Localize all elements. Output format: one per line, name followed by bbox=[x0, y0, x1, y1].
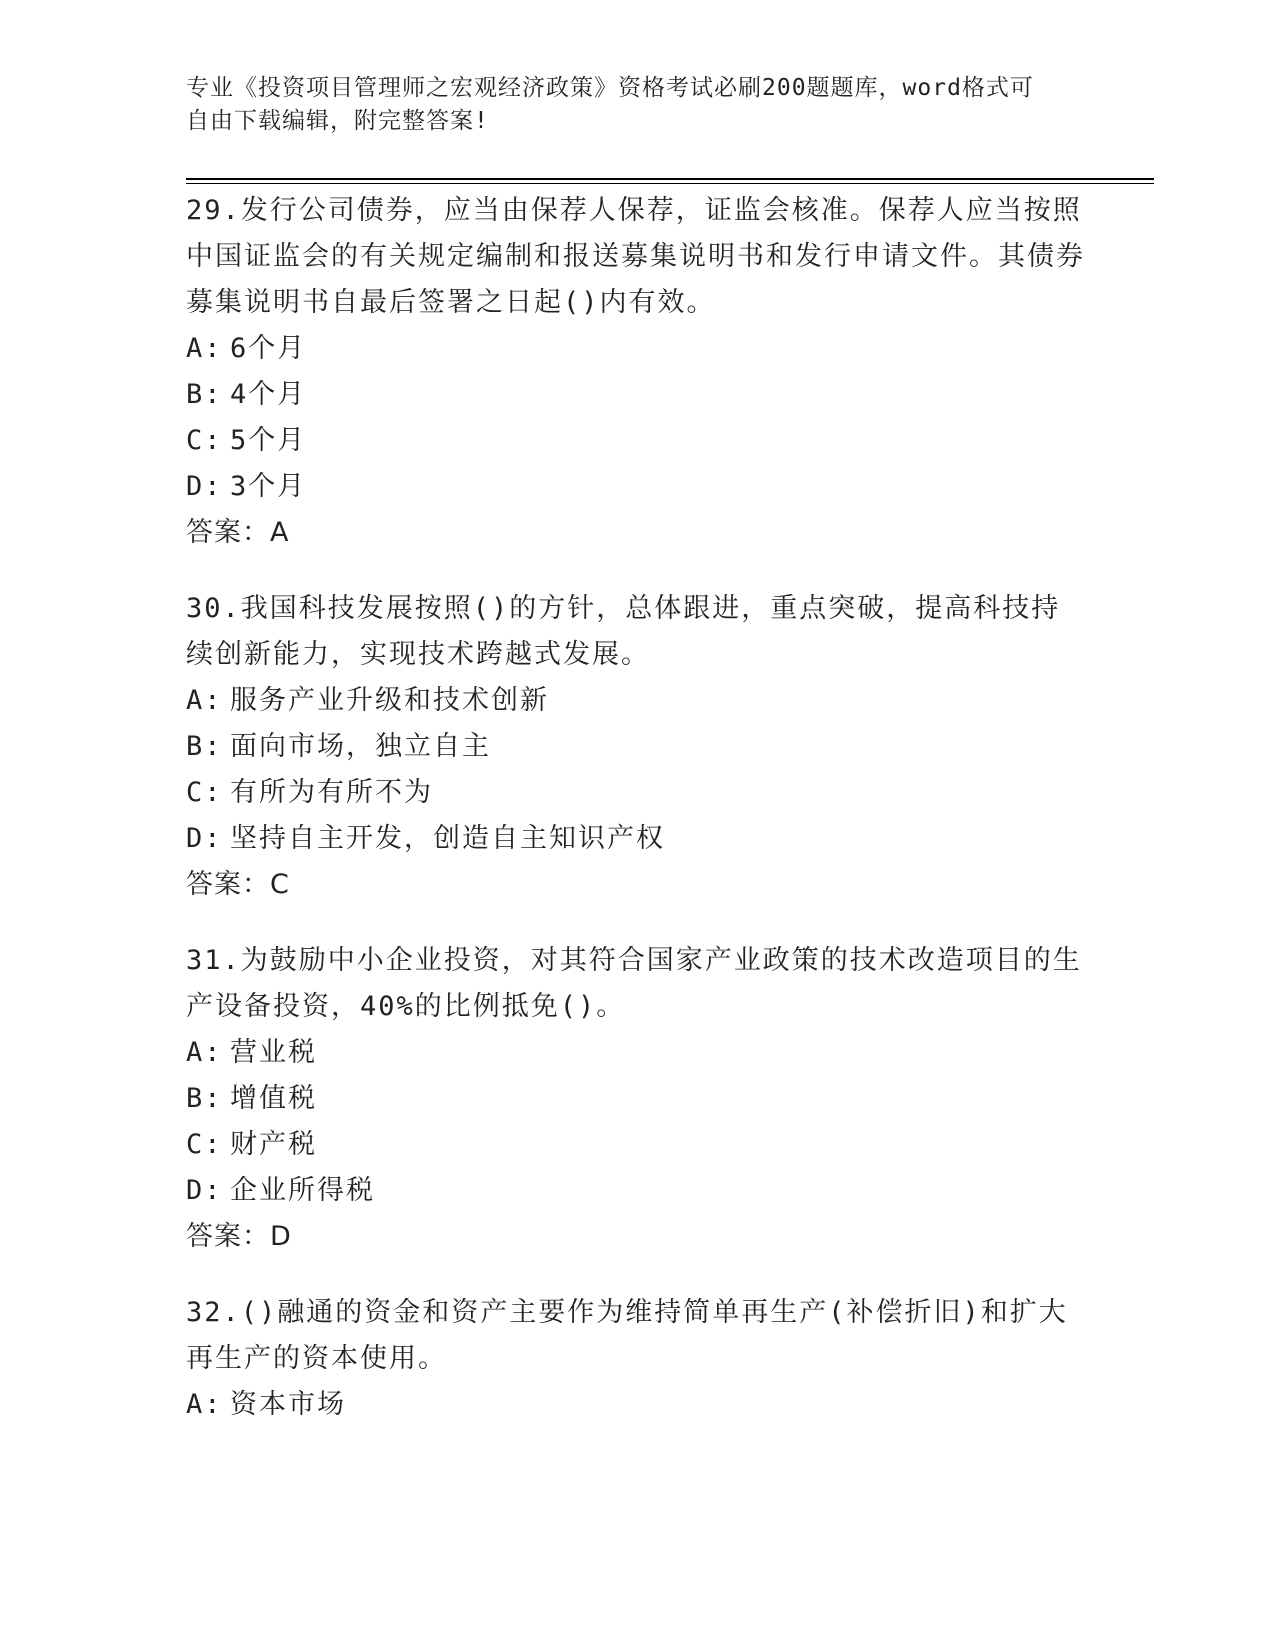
document-header bbox=[186, 72, 1086, 138]
option-letter: A: bbox=[186, 1389, 223, 1420]
option-letter: A: bbox=[186, 1037, 223, 1068]
option-b bbox=[186, 1076, 1086, 1122]
question-stem: 32.()融通的资金和资产主要作为维持简单再生产(补偿折旧)和扩大再生产的资本使用。 bbox=[186, 1297, 1068, 1374]
option-b bbox=[186, 372, 1086, 418]
option-text: 5个月 bbox=[230, 425, 307, 456]
option-text: 有所为有所不为 bbox=[230, 777, 433, 808]
question-stem: 29.发行公司债券，应当由保荐人保荐，证监会核准。保荐人应当按照中国证监会的有关规定编制和报送募集说明书和发行申请文件。其债券募集说明书自最后签署之日起()内有效。 bbox=[186, 195, 1085, 318]
question-stem: 30.我国科技发展按照()的方针，总体跟进，重点突破，提高科技持续创新能力，实现技术跨越式发展。 bbox=[186, 593, 1061, 670]
header-line-2: 自由下载编辑，附完整答案! bbox=[186, 108, 489, 134]
question-item bbox=[186, 938, 1086, 1260]
option-d bbox=[186, 464, 1086, 510]
option-letter: B: bbox=[186, 379, 223, 410]
option-text: 6个月 bbox=[230, 333, 307, 364]
question-item bbox=[186, 1290, 1086, 1428]
option-text: 4个月 bbox=[230, 379, 307, 410]
option-letter: B: bbox=[186, 731, 223, 762]
question-stem: 31.为鼓励中小企业投资，对其符合国家产业政策的技术改造项目的生产设备投资，40%的比例抵免()。 bbox=[186, 945, 1082, 1022]
option-c bbox=[186, 418, 1086, 464]
option-d bbox=[186, 816, 1086, 862]
answer-line: 答案：D bbox=[186, 1221, 292, 1252]
option-text: 财产税 bbox=[230, 1129, 317, 1160]
question-item bbox=[186, 188, 1086, 556]
question-list bbox=[186, 188, 1086, 1458]
option-letter: C: bbox=[186, 1129, 223, 1160]
header-divider-thick bbox=[186, 178, 1154, 180]
option-a bbox=[186, 326, 1086, 372]
answer-line: 答案：A bbox=[186, 517, 290, 548]
option-letter: D: bbox=[186, 471, 223, 502]
header-line-1: 专业《投资项目管理师之宏观经济政策》资格考试必刷200题题库，word格式可 bbox=[186, 75, 1034, 101]
option-a bbox=[186, 678, 1086, 724]
option-letter: D: bbox=[186, 823, 223, 854]
answer-line: 答案：C bbox=[186, 869, 290, 900]
option-letter: D: bbox=[186, 1175, 223, 1206]
option-letter: A: bbox=[186, 333, 223, 364]
option-letter: C: bbox=[186, 425, 223, 456]
option-c bbox=[186, 770, 1086, 816]
option-letter: C: bbox=[186, 777, 223, 808]
option-text: 面向市场，独立自主 bbox=[230, 731, 491, 762]
option-a bbox=[186, 1030, 1086, 1076]
option-d bbox=[186, 1168, 1086, 1214]
option-b bbox=[186, 724, 1086, 770]
option-text: 坚持自主开发，创造自主知识产权 bbox=[230, 823, 665, 854]
question-item bbox=[186, 586, 1086, 908]
option-a bbox=[186, 1382, 1086, 1428]
option-letter: B: bbox=[186, 1083, 223, 1114]
option-c bbox=[186, 1122, 1086, 1168]
option-letter: A: bbox=[186, 685, 223, 716]
option-text: 资本市场 bbox=[230, 1389, 346, 1420]
option-text: 企业所得税 bbox=[230, 1175, 375, 1206]
option-text: 增值税 bbox=[230, 1083, 317, 1114]
option-text: 服务产业升级和技术创新 bbox=[230, 685, 549, 716]
option-text: 营业税 bbox=[230, 1037, 317, 1068]
header-divider-thin bbox=[186, 183, 1154, 184]
option-text: 3个月 bbox=[230, 471, 307, 502]
